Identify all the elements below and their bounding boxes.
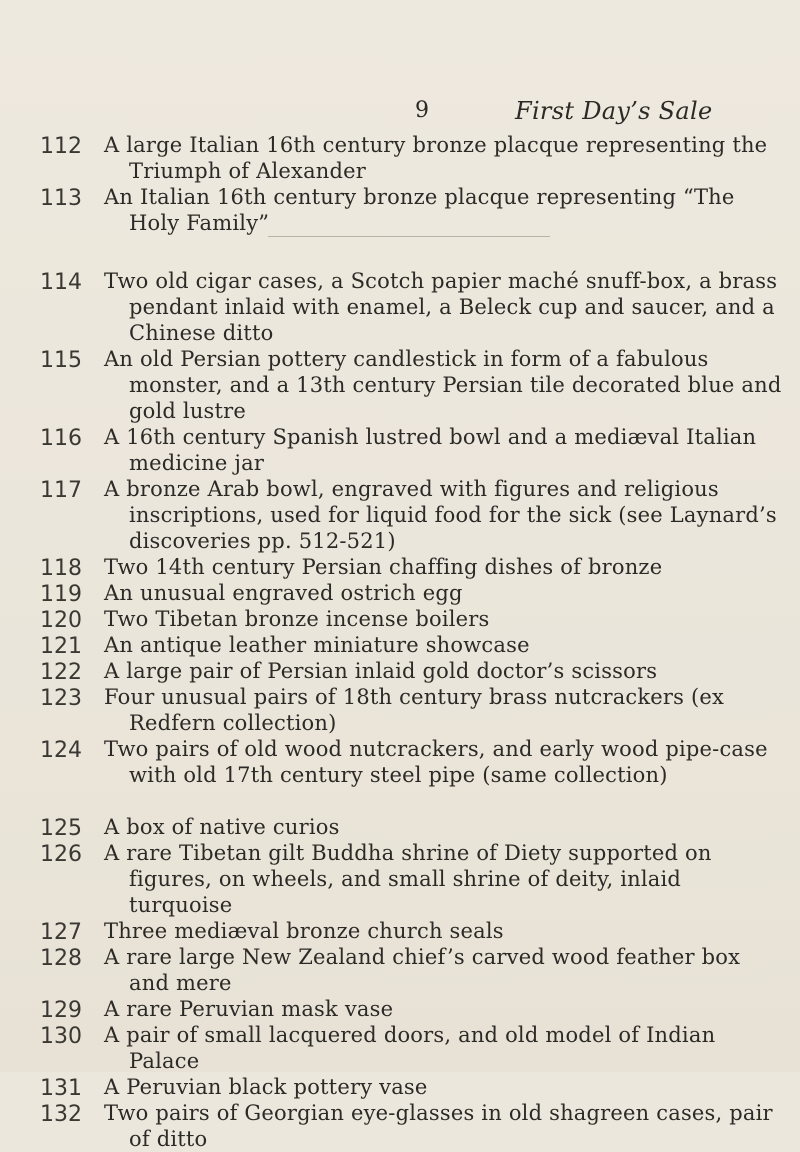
lot-number: 131	[40, 1076, 82, 1101]
lot-number: 116	[40, 426, 82, 451]
lot-number: 128	[40, 946, 82, 971]
lot-description: A large Italian 16th century bronze placque representing the Triumph of Alexander	[104, 133, 768, 183]
lot-description: Two pairs of Georgian eye-glasses in old shagreen cases, pair of ditto	[104, 1101, 773, 1151]
lot-number: 130	[40, 1024, 82, 1049]
lot-number: 117	[40, 478, 82, 503]
lot-number: 113	[40, 186, 82, 211]
lot-number: 132	[40, 1102, 82, 1127]
lot-description: An old Persian pottery candlestick in form of a fabulous monster, and a 13th century Persian tile decorated blue and gold lustre	[104, 347, 782, 423]
lot-number: 126	[40, 842, 82, 867]
page-header	[0, 96, 800, 130]
page-number: 9	[415, 98, 429, 123]
lot-number: 124	[40, 738, 82, 763]
lot-description: Three mediæval bronze church seals	[104, 919, 504, 943]
lot-description: A rare Tibetan gilt Buddha shrine of Diety supported on figures, on wheels, and small shrine of deity, inlaid turquoise	[104, 841, 712, 917]
lot-description: A box of native curios	[104, 815, 340, 839]
lot-number: 112	[40, 134, 82, 159]
lot-description: A Peruvian black pottery vase	[104, 1075, 428, 1099]
lot-number: 122	[40, 660, 82, 685]
section-divider	[268, 236, 550, 237]
lot-number: 125	[40, 816, 82, 841]
lot-description: A bronze Arab bowl, engraved with figures and religious inscriptions, used for liquid food for the sick (see Laynard’s discoveries pp. 512-521)	[104, 477, 777, 553]
lot-description: A pair of small lacquered doors, and old model of Indian Palace	[104, 1023, 716, 1073]
lot-description: A rare large New Zealand chief’s carved wood feather box and mere	[104, 945, 741, 995]
lot-description: A 16th century Spanish lustred bowl and a mediæval Italian medicine jar	[104, 425, 757, 475]
lot-number: 115	[40, 348, 82, 373]
lot-number: 119	[40, 582, 82, 607]
lot-description: Two pairs of old wood nutcrackers, and early wood pipe-case with old 17th century steel pipe (same collection)	[104, 737, 768, 787]
lot-number: 114	[40, 270, 82, 295]
lot-description: Two 14th century Persian chaffing dishes of bronze	[104, 555, 663, 579]
lot-description: An antique leather miniature showcase	[104, 633, 530, 657]
lot-description: A rare Peruvian mask vase	[104, 997, 394, 1021]
lot-description: An unusual engraved ostrich egg	[104, 581, 463, 605]
lot-number: 127	[40, 920, 82, 945]
lot-description: Two Tibetan bronze incense boilers	[104, 607, 490, 631]
lot-description: Four unusual pairs of 18th century brass nutcrackers (ex Redfern collection)	[104, 685, 725, 735]
lot-number: 123	[40, 686, 82, 711]
lot-description: Two old cigar cases, a Scotch papier maché snuff-box, a brass pendant inlaid with enamel, a Beleck cup and saucer, and a Chinese ditto	[104, 269, 778, 345]
lot-number: 118	[40, 556, 82, 581]
lot-description: A large pair of Persian inlaid gold doctor’s scissors	[104, 659, 658, 683]
lot-number: 129	[40, 998, 82, 1023]
lot-description: An Italian 16th century bronze placque representing “The Holy Family”	[104, 185, 735, 235]
lot-number: 121	[40, 634, 82, 659]
lot-number: 120	[40, 608, 82, 633]
running-title: First Day’s Sale	[515, 97, 713, 125]
